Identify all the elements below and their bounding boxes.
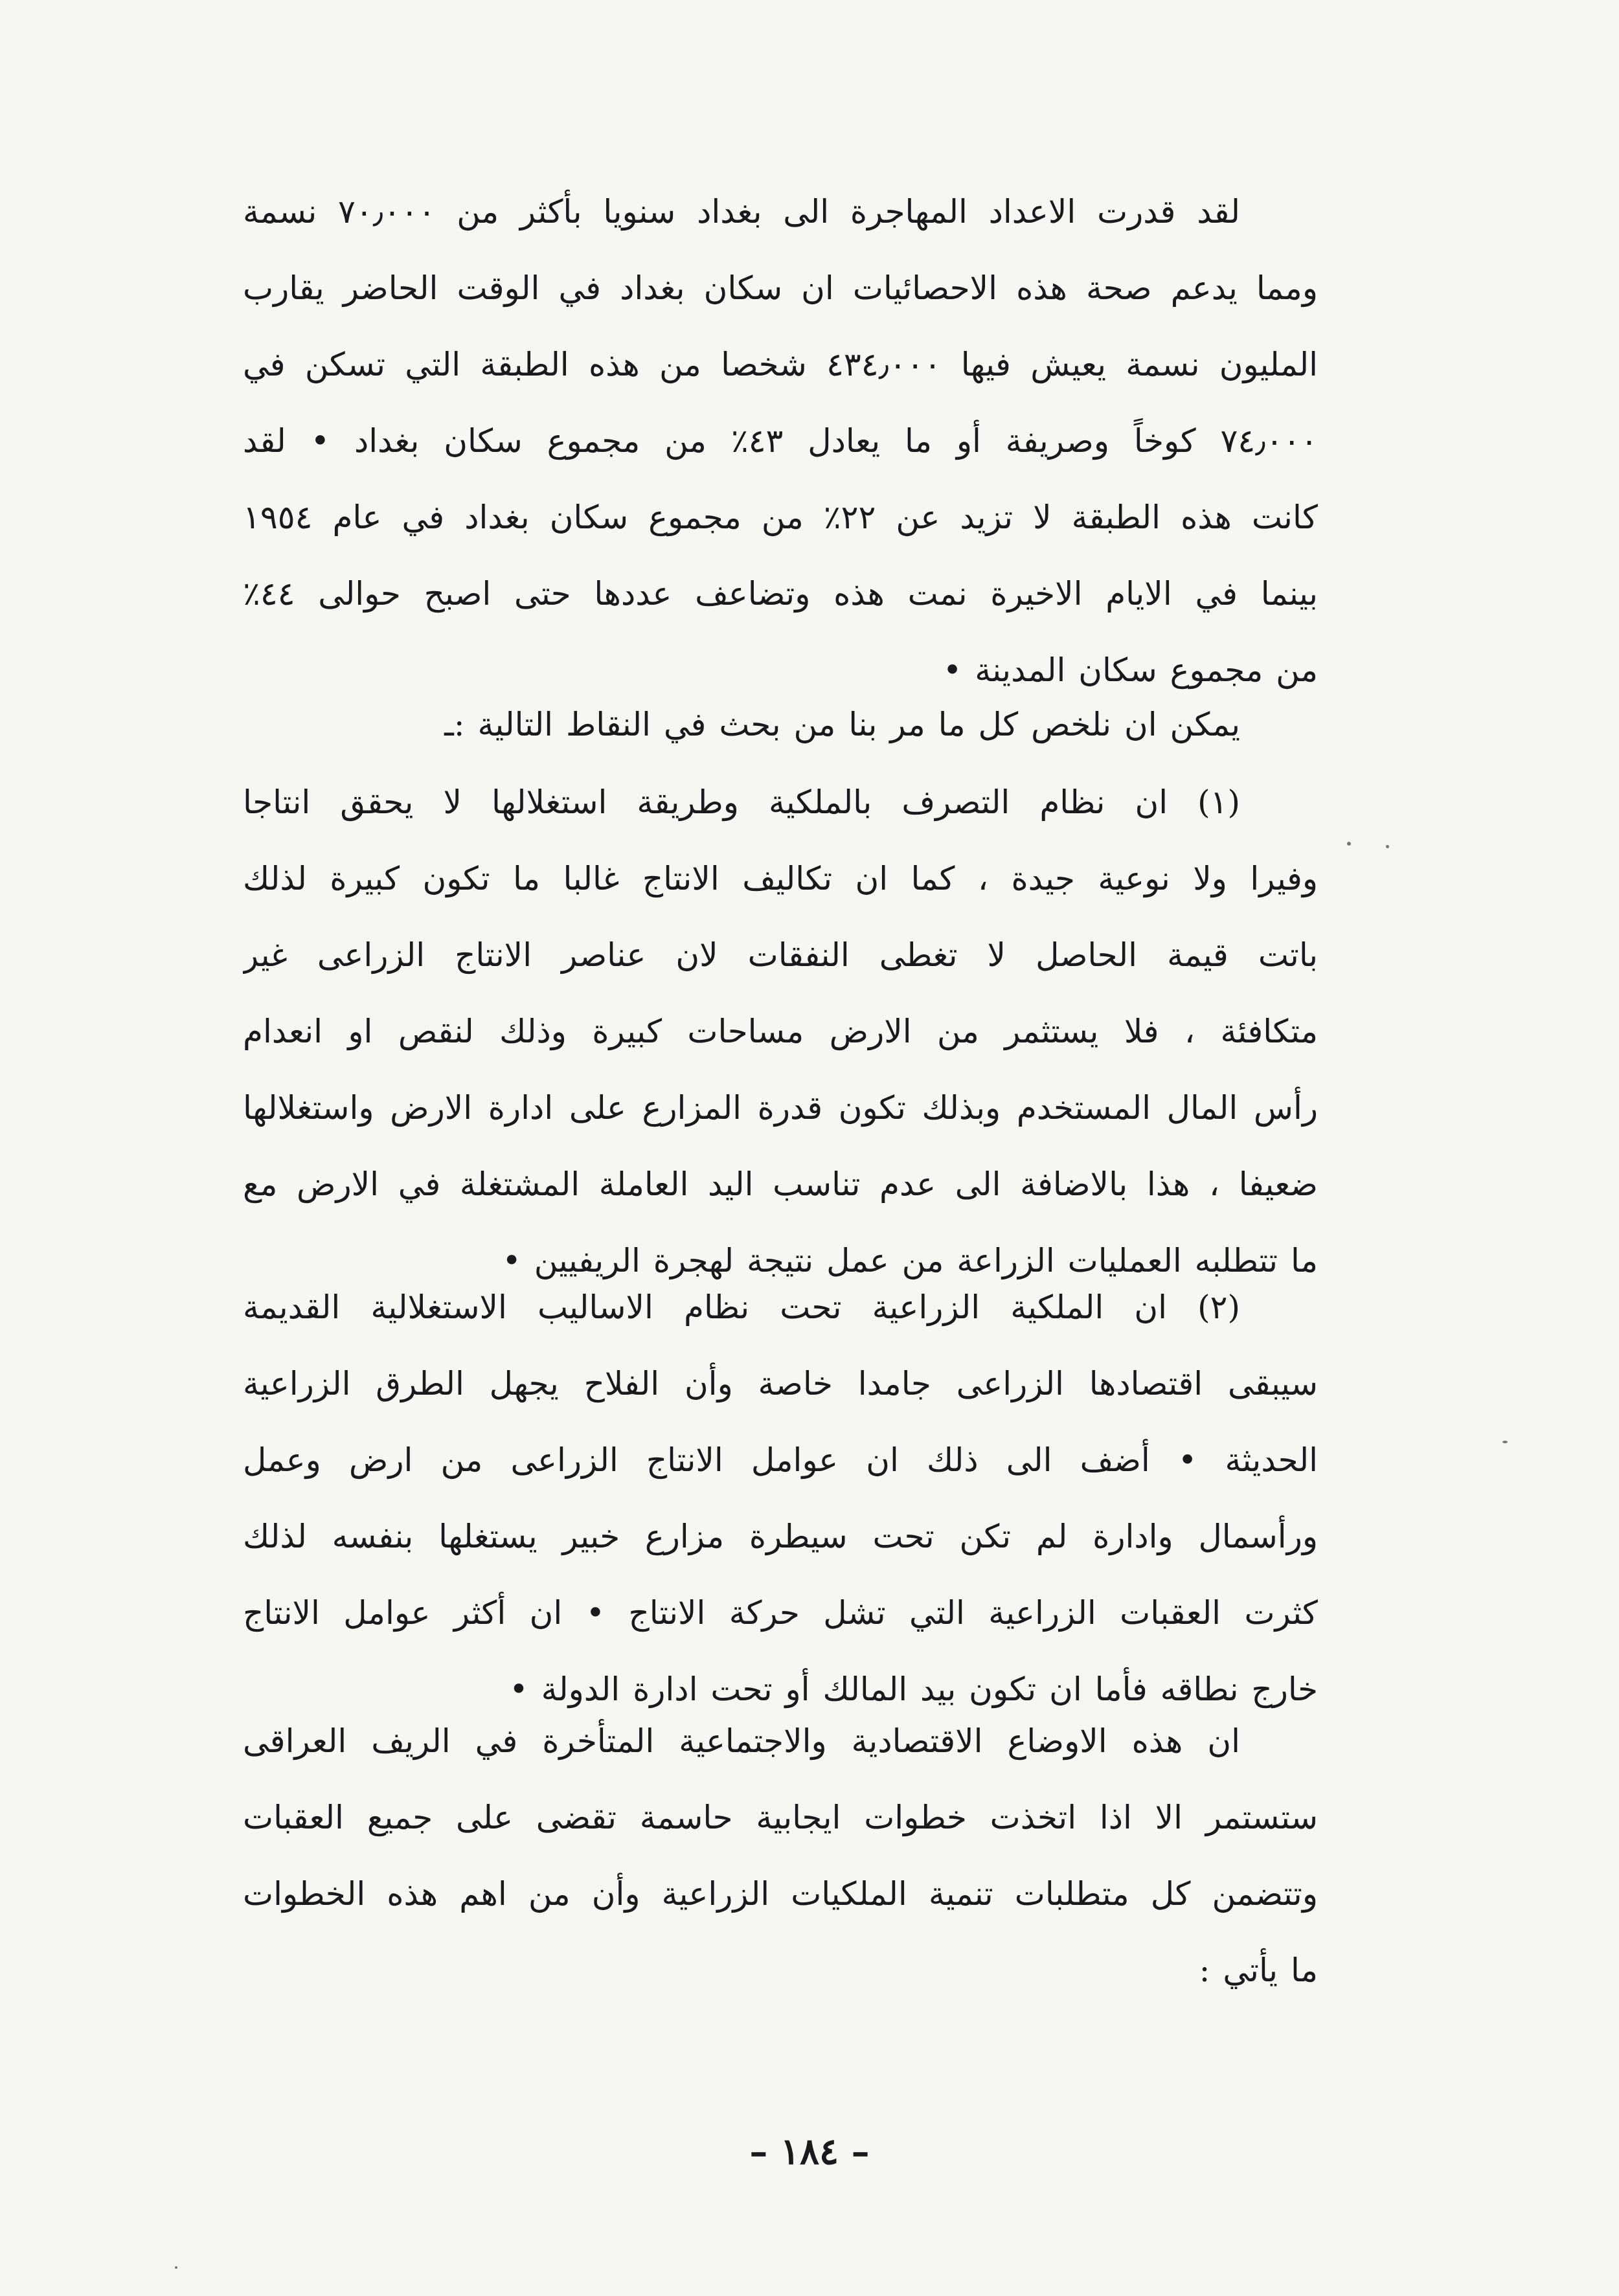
text-line: يمكن ان نلخص كل ما مر بنا من بحث في النقاط التالية :ـ <box>444 706 1240 743</box>
text-line: من مجموع سكان المدينة • <box>942 651 1318 689</box>
text-line: ومما يدعم صحة هذه الاحصائيات ان سكان بغداد في الوقت الحاضر يقارب <box>243 269 1318 307</box>
paragraph-conclusion <box>243 1703 1318 2009</box>
paragraph-migration-statistics <box>243 174 1318 708</box>
text-line: (٢) ان الملكية الزراعية تحت نظام الاساليب الاستغلالية القديمة <box>243 1289 1240 1326</box>
text-line: (١) ان نظام التصرف بالملكية وطريقة استغلالها لا يحقق انتاجا <box>243 783 1240 821</box>
paragraph-point-1 <box>243 764 1318 1299</box>
text-line: وفيرا ولا نوعية جيدة ، كما ان تكاليف الانتاج غالبا ما تكون كبيرة لذلك <box>243 860 1318 897</box>
text-line: رأس المال المستخدم وبذلك تكون قدرة المزارع على ادارة الارض واستغلالها <box>243 1089 1318 1127</box>
text-line: بينما في الايام الاخيرة نمت هذه وتضاعف عددها حتى اصبح حوالى ٤٤٪ <box>243 575 1318 613</box>
scan-speck <box>175 2266 177 2269</box>
paragraph-point-2 <box>243 1269 1318 1728</box>
text-line: لقد قدرت الاعداد المهاجرة الى بغداد سنويا بأكثر من ٧٠٫٠٠٠ نسمة <box>243 193 1240 231</box>
page-number: – ١٨٤ – <box>749 2130 870 2173</box>
text-line: الحديثة • أضف الى ذلك ان عوامل الانتاج الزراعى من ارض وعمل <box>243 1441 1318 1479</box>
text-line: المليون نسمة يعيش فيها ٤٣٤٫٠٠٠ شخصا من هذه الطبقة التي تسكن في <box>243 346 1318 383</box>
text-line: سيبقى اقتصادها الزراعى جامدا خاصة وأن الفلاح يجهل الطرق الزراعية <box>243 1365 1318 1402</box>
text-line: ورأسمال وادارة لم تكن تحت سيطرة مزارع خبير يستغلها بنفسه لذلك <box>243 1518 1318 1555</box>
text-line: ان هذه الاوضاع الاقتصادية والاجتماعية المتأخرة في الريف العراقى <box>243 1722 1240 1760</box>
text-line: كثرت العقبات الزراعية التي تشل حركة الانتاج • ان أكثر عوامل الانتاج <box>243 1594 1318 1632</box>
text-line: متكافئة ، فلا يستثمر من الارض مساحات كبيرة وذلك لنقص او انعدام <box>243 1013 1318 1050</box>
text-line: كانت هذه الطبقة لا تزيد عن ٢٢٪ من مجموع سكان بغداد في عام ١٩٥٤ <box>243 499 1318 536</box>
text-line: خارج نطاقه فأما ان تكون بيد المالك أو تحت ادارة الدولة • <box>509 1671 1318 1708</box>
text-line: ما يأتي : <box>1199 1952 1318 1989</box>
text-line: باتت قيمة الحاصل لا تغطى النفقات لان عناصر الانتاج الزراعى غير <box>243 936 1318 974</box>
scan-speck <box>1347 842 1351 846</box>
text-line: ضعيفا ، هذا بالاضافة الى عدم تناسب اليد العاملة المشتغلة في الارض مع <box>243 1165 1318 1203</box>
text-line: ٧٤٫٠٠٠ كوخاً وصريفة أو ما يعادل ٤٣٪ من مجموع سكان بغداد • لقد <box>243 422 1318 460</box>
text-line: ستستمر الا اذا اتخذت خطوات ايجابية حاسمة تقضى على جميع العقبات <box>243 1799 1318 1836</box>
text-line: ما تتطلبه العمليات الزراعة من عمل نتيجة لهجرة الريفيين • <box>502 1242 1318 1279</box>
paragraph-summary-intro <box>243 686 1318 763</box>
scan-speck <box>1502 1441 1508 1443</box>
scan-speck <box>1386 845 1389 848</box>
text-line: وتتضمن كل متطلبات تنمية الملكيات الزراعية وأن من اهم هذه الخطوات <box>243 1875 1318 1913</box>
